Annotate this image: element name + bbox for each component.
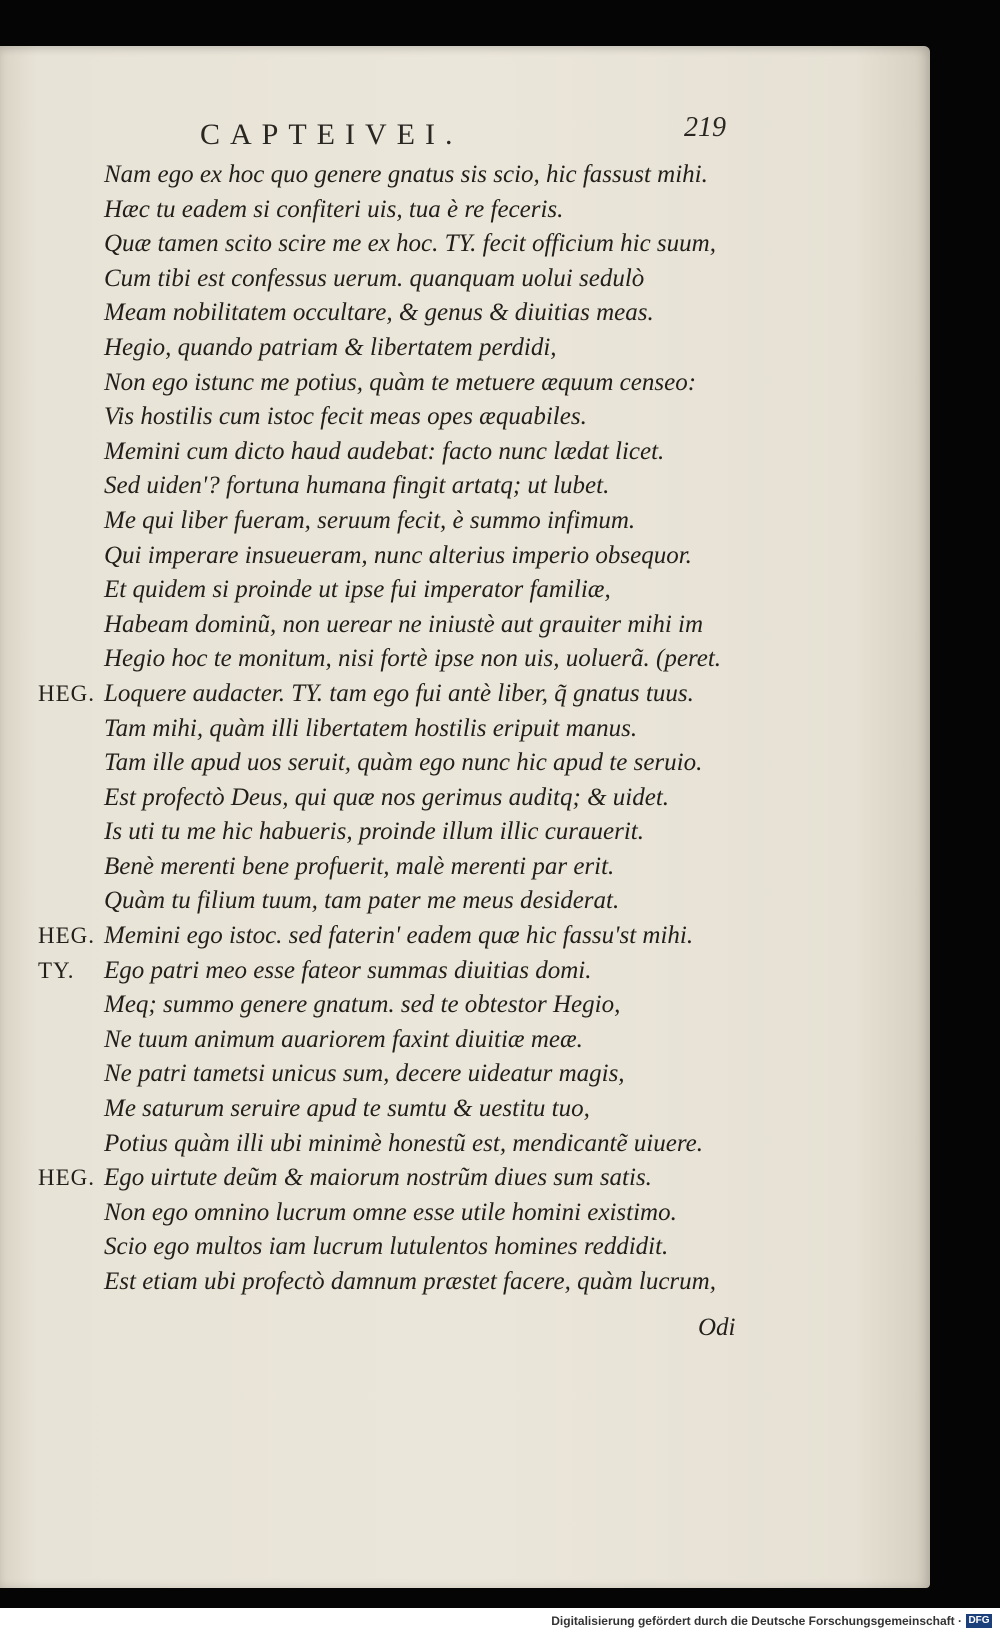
verse-text: Tam ille apud uos seruit, quàm ego nunc hic apud te seruio. xyxy=(104,749,703,777)
verse-text: Memini cum dicto haud audebat: facto nunc lædat licet. xyxy=(104,437,665,465)
catchword: Odi xyxy=(698,1314,736,1341)
verse-line xyxy=(38,919,898,954)
verse-text: Hæc tu eadem si confiteri uis, tua è re feceris. xyxy=(104,195,564,223)
verse-text: Me qui liber fueram, seruum fecit, è summo infimum. xyxy=(104,506,636,534)
verse-line xyxy=(38,1023,898,1058)
verse-text: Quæ tamen scito scire me ex hoc. TY. fecit officium hic suum, xyxy=(104,230,716,258)
verse-line xyxy=(38,400,898,435)
running-title: CAPTEIVEI. xyxy=(200,118,463,151)
verse-line xyxy=(38,296,898,331)
verse-text: Me saturum seruire apud te sumtu & uestitu tuo, xyxy=(104,1095,590,1123)
verse-text: Ne patri tametsi unicus sum, decere uideatur magis, xyxy=(104,1060,625,1088)
verse-line xyxy=(38,573,898,608)
verse-line xyxy=(38,469,898,504)
verse-line xyxy=(38,850,898,885)
speaker-label: HEG. xyxy=(38,923,96,949)
verse-line xyxy=(38,1230,898,1265)
verse-line xyxy=(38,504,898,539)
verse-text: Ne tuum animum auariorem faxint diuitiæ meæ. xyxy=(104,1025,583,1053)
verse-line xyxy=(38,227,898,262)
verse-line xyxy=(38,1161,898,1196)
verse-text: Vis hostilis cum istoc fecit meas opes æquabiles. xyxy=(104,403,587,431)
digitization-footer xyxy=(0,1608,1000,1636)
verse-text: Nam ego ex hoc quo genere gnatus sis scio, hic fassust mihi. xyxy=(104,161,708,188)
verse-line xyxy=(38,781,898,816)
verse-text: Loquere audacter. TY. tam ego fui antè liber, q̃ gnatus tuus. xyxy=(104,679,694,707)
speaker-label: HEG. xyxy=(38,680,96,706)
verse-line xyxy=(38,366,898,401)
verse-line xyxy=(38,539,898,574)
verse-text: Hegio, quando patriam & libertatem perdidi, xyxy=(104,333,557,361)
dfg-logo-icon: DFG xyxy=(966,1614,992,1628)
verse-text: Scio ego multos iam lucrum lutulentos homines reddidit. xyxy=(104,1233,669,1261)
verse-line xyxy=(38,1092,898,1127)
verse-line xyxy=(38,1057,898,1092)
verse-line xyxy=(38,608,898,643)
verse-line xyxy=(38,677,898,712)
verse-line xyxy=(38,1196,898,1231)
speaker-label: HEG. xyxy=(38,1165,96,1191)
verse-text: Ego uirtute deũm & maiorum nostrũm diues sum satis. xyxy=(104,1164,652,1192)
verse-line xyxy=(38,158,898,193)
verse-text: Potius quàm illi ubi minimè honestũ est, mendicantẽ uiuere. xyxy=(104,1129,703,1157)
verse-line xyxy=(38,815,898,850)
verse-line xyxy=(38,642,898,677)
funding-credit: Digitalisierung gefördert durch die Deutsche Forschungsgemeinschaft · xyxy=(551,1614,962,1628)
verse-text: Est profectò Deus, qui quæ nos gerimus auditq; & uidet. xyxy=(104,783,670,811)
page-number: 219 xyxy=(684,112,726,143)
verse-line xyxy=(38,884,898,919)
verse-text: Quàm tu filium tuum, tam pater me meus desiderat. xyxy=(104,887,620,915)
verse-text: Est etiam ubi profectò damnum præstet facere, quàm lucrum, xyxy=(104,1268,716,1295)
verse-text: Is uti tu me hic habueris, proinde illum illic curauerit. xyxy=(104,818,644,846)
verse-text: Benè merenti bene profuerit, malè merenti par erit. xyxy=(104,852,615,880)
verse-text: Ego patri meo esse fateor summas diuitias domi. xyxy=(104,956,592,984)
verse-line xyxy=(38,1127,898,1162)
verse-text: Hegio hoc te monitum, nisi fortè ipse non uis, uoluerã. (peret. xyxy=(104,645,722,673)
verse-text: Non ego istunc me potius, quàm te metuere æquum censeo: xyxy=(104,368,697,396)
verse-line xyxy=(38,331,898,366)
verse-text: Et quidem si proinde ut ipse fui imperator familiæ, xyxy=(104,576,611,604)
book-page xyxy=(0,46,930,1588)
verse-line xyxy=(38,1265,898,1300)
verse-line xyxy=(38,435,898,470)
verse-text: Qui imperare insueueram, nunc alterius imperio obsequor. xyxy=(104,541,692,569)
verse-text: Non ego omnino lucrum omne esse utile homini existimo. xyxy=(104,1198,677,1226)
verse-text: Meq; summo genere gnatum. sed te obtestor Hegio, xyxy=(104,991,621,1019)
verse-line xyxy=(38,193,898,228)
verse-text: Memini ego istoc. sed faterin' eadem quæ hic fassu'st mihi. xyxy=(104,922,694,950)
verse-line xyxy=(38,954,898,989)
verse-line xyxy=(38,746,898,781)
verse-text: Habeam dominũ, non uerear ne iniustè aut grauiter mihi im xyxy=(104,610,704,638)
verse-line xyxy=(38,712,898,747)
verse-text: Sed uiden'? fortuna humana fingit artatq; ut lubet. xyxy=(104,472,610,500)
verse-text: Cum tibi est confessus uerum. quanquam uolui sedulò xyxy=(104,264,645,292)
speaker-label: TY. xyxy=(38,957,75,983)
verse-line xyxy=(38,988,898,1023)
verse-text: Meam nobilitatem occultare, & genus & diuitias meas. xyxy=(104,299,654,327)
verse-line xyxy=(38,262,898,297)
verse-text: Tam mihi, quàm illi libertatem hostilis eripuit manus. xyxy=(104,714,638,742)
verse-lines xyxy=(38,158,898,1300)
